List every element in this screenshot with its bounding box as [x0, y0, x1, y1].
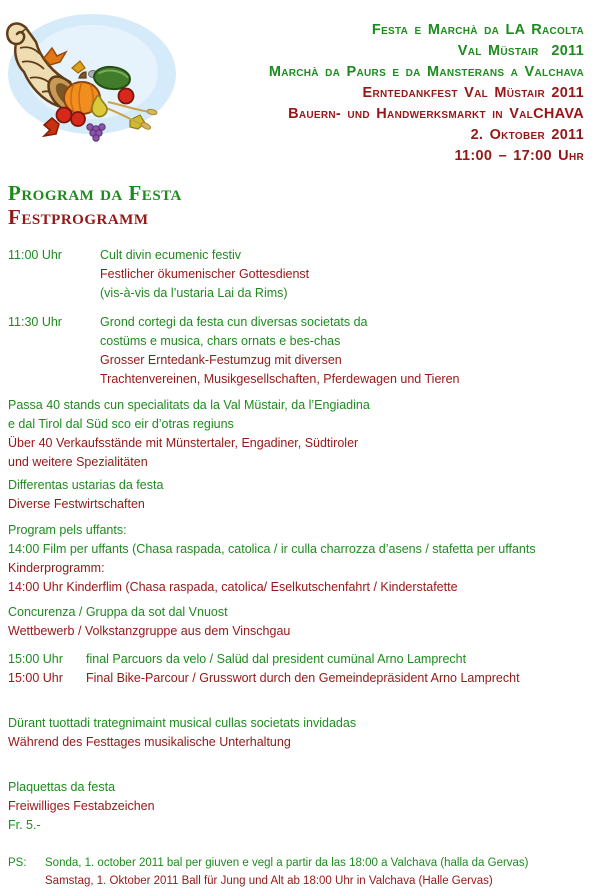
program-body — [8, 246, 596, 890]
event-date: 2. Oktober 2011 — [470, 127, 584, 143]
badge-line-german: Freiwilliges Festabzeichen — [8, 799, 155, 813]
schedule-time-1500-german: 15:00 Uhr — [8, 671, 63, 685]
cornucopia-illustration — [2, 8, 177, 148]
event-title-valley-year: Val Müstair 2011 — [457, 43, 584, 59]
finale-row-german — [8, 669, 596, 688]
parade-line-romansh-2: costüms e musica, chars ornats e bes-chas — [100, 334, 341, 348]
service-line-romansh: Cult divin ecumenic festiv — [100, 248, 242, 262]
children-heading-german: Kinderprogramm: — [8, 561, 105, 575]
event-title-german: Erntedankfest Val Müstair 2011 — [362, 85, 584, 101]
taverns-line-german: Diverse Festwirtschaften — [8, 497, 145, 511]
contest-line-romansh: Concurenza / Gruppa da sot dal Vnuost — [8, 605, 228, 619]
schedule-time-1500-romansh: 15:00 Uhr — [8, 652, 63, 666]
schedule-time-1100: 11:00 Uhr — [8, 248, 62, 262]
event-subtitle-german: Bauern- und Handwerksmarkt in ValCHAVA — [288, 106, 584, 122]
schedule-item-parade — [8, 313, 596, 389]
paragraph-badge — [8, 778, 596, 835]
finale-line-romansh: final Parcuors da velo / Salüd dal president cumünal Arno Lamprecht — [86, 652, 467, 666]
finale-row-romansh — [8, 650, 596, 669]
schedule-item-finale — [8, 650, 596, 688]
event-title-romansh: Festa e Marchà da LA Racolta — [371, 22, 584, 38]
children-line-romansh: 14:00 Film per uffants (Chasa raspada, catolica / ir culla charrozza d’asens / stafetta per uffants — [8, 542, 536, 556]
paragraph-stands — [8, 396, 596, 472]
badge-line-romansh: Plaquettas da festa — [8, 780, 116, 794]
program-heading-romansh: Program da Festa — [8, 181, 182, 205]
parade-line-romansh-1: Grond cortegi da festa cun diversas societats da — [100, 315, 368, 329]
paragraph-contest — [8, 603, 596, 641]
stands-line-romansh-1: Passa 40 stands cun specialitats da la Val Müstair, da l’Engiadina — [8, 398, 370, 412]
ps-line-german: Samstag, 1. Oktober 2011 Ball für Jung und Alt ab 18:00 Uhr in Valchava (Halle Gervas) — [45, 875, 493, 887]
parade-line-german-2: Trachtenvereinen, Musikgesellschaften, Pferdewagen und Tieren — [100, 372, 460, 386]
finale-line-german: Final Bike-Parcour / Grusswort durch den Gemeindepräsident Arno Lamprecht — [86, 671, 520, 685]
ps-note — [8, 854, 596, 890]
event-hours: 11:00 – 17:00 Uhr — [454, 148, 584, 164]
children-heading-romansh: Program pels uffants: — [8, 523, 127, 537]
program-heading-german: Festprogramm — [8, 205, 149, 229]
service-line-german: Festlicher ökumenischer Gottesdienst — [100, 267, 310, 281]
paragraph-taverns — [8, 476, 596, 514]
taverns-line-romansh: Differentas ustarias da festa — [8, 478, 164, 492]
stands-line-german-2: und weitere Spezialitäten — [8, 455, 148, 469]
program-heading — [8, 181, 182, 229]
contest-line-german: Wettbewerb / Volkstanzgruppe aus dem Vinschgau — [8, 624, 291, 638]
event-title-block — [269, 20, 584, 167]
paragraph-children-program — [8, 521, 596, 597]
parade-line-german-1: Grosser Erntedank-Festumzug mit diversen — [100, 353, 342, 367]
badge-price: Fr. 5.- — [8, 818, 41, 832]
stands-line-german-1: Über 40 Verkaufsstände mit Münstertaler, Engadiner, Südtiroler — [8, 436, 359, 450]
schedule-item-service — [8, 246, 596, 303]
schedule-time-1130: 11:30 Uhr — [8, 315, 62, 329]
children-line-german: 14:00 Uhr Kinderflim (Chasa raspada, catolica/ Eselkutschenfahrt / Kinderstafette — [8, 580, 458, 594]
paragraph-music — [8, 714, 596, 752]
music-line-romansh: Dürant tuottadi trategnimaint musical cullas societats invidadas — [8, 716, 357, 730]
event-subtitle-romansh: Marchà da Paurs e da Mansterans a Valchava — [268, 64, 584, 80]
service-line-location: (vis-à-vis da l’ustaria Lai da Rims) — [100, 286, 288, 300]
stands-line-romansh-2: e dal Tirol dal Süd sco eir d’otras regiuns — [8, 417, 234, 431]
music-line-german: Während des Festtages musikalische Unterhaltung — [8, 735, 291, 749]
ps-line-romansh: Sonda, 1. october 2011 bal per giuven e vegl a partir da las 18:00 a Valchava (halla da Gervas) — [45, 857, 529, 869]
ps-label: PS: — [8, 857, 27, 869]
